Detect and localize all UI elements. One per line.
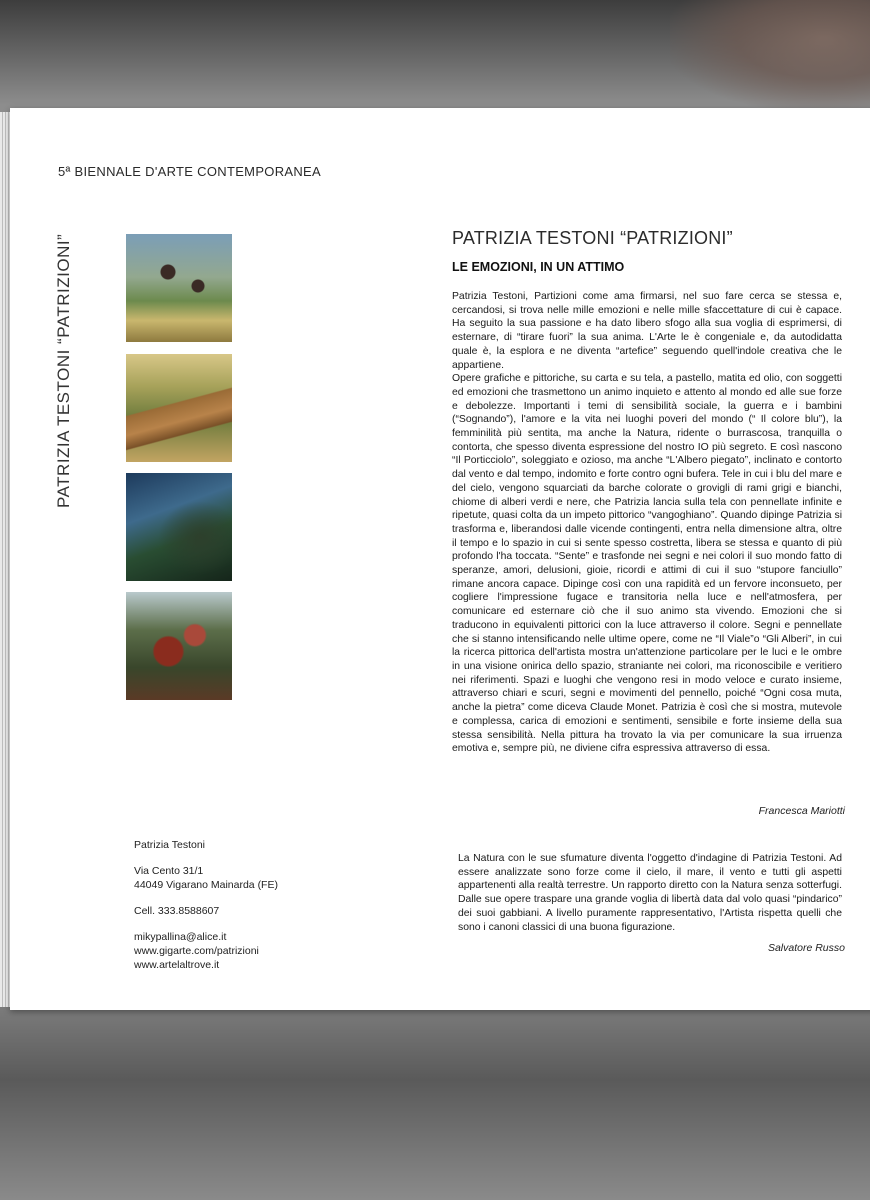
artwork-thumbnail-tree <box>126 473 232 581</box>
article-paragraph: Opere grafiche e pittoriche, su carta e su tela, a pastello, matita ed olio, con soggetti ed emozioni che trasmettono un animo inquieto e attento al mondo ed alle sue forze e debolezze. Importanti i temi di sensibilità sociale, la guerra e i bambini (“Sognando”), l'amore e la vita nei luoghi poveri del mondo (“ Il colore blu”), la femminilità più sentita, ma anche la Natura, ridente o burrascosa, tranquilla o contorta, che spesso diventa espressione del nostro IO più segreto. E così nascono “Il Porticciolo”, soleggiato e ozioso, ma anche “L'Albero piegato”, inclinato e contorto dal vento e dal tempo, indomito e forte contro ogni bufera. Tele in cui i blu del mare e del cielo, vengono squarciati da barche colorate o grovigli di rami grigi e bianchi, chiome di alberi verdi e nere, che Patrizia lancia sulla tela con pennellate infinite e ripetute, quasi colta da un impeto pittorico “vangoghiano”. Quando dipinge Patrizia si trasforma e, liberandosi dalle vicende contingenti, entra nella dimensione altra, oltre il tempo e lo spazio in cui si sente spesso costretta, libera se stessa e quanto di più profondo l'ha toccata. “Sente” e trasfonde nei segni e nei colori il suo mondo fatto di speranze, amori, delusioni, gioie, ricordi e attimi di cui il suo “stupore fanciullo” rimane ancora capace. Dipinge così con una rapidità ed un fervore inconsueto, per cogliere l'impressione fugace e transitoria nella luce e nell'atmosfera, per comunicare ed esternare ciò che il suo animo sta vivendo. Emozioni che si traducono in equivalenti pittorici con la luce attraverso il colore. Segni e pennellate che si stanno intensificando nelle ultime opere, come ne “Il Viale”o “Gli Alberi”, in cui la ricerca pittorica dell'artista mostra un'attenzione particolare per le luci e le ombre in una visione onirica dello spazio, straniante nei colori, ma riconoscibile e veritiero nei riferimenti. Spazi e luoghi che vengono resi in modo veloce e curato insieme, attraverso chiari e scuri, segni e movimenti del pennello, poiché “Ogni cosa muta, anche la pietra” come diceva Claude Monet. Patrizia è così che si mostra, mutevole e complessa, carica di emozioni e sentimenti, sensibile e forte insieme della sua stessa sensibilità. Nella pittura ha trovato la via per comunicare la sua irruenza emotiva e, sempre più, ne diviene cifra espressiva attraverso di essa. <box>452 373 842 755</box>
contact-address-line2: 44049 Vigarano Mainarda (FE) <box>134 879 278 891</box>
article-body <box>452 290 842 756</box>
second-review-body <box>458 852 842 934</box>
contact-address-line1: Via Cento 31/1 <box>134 865 204 877</box>
article-title: PATRIZIA TESTONI “PATRIZIONI” <box>452 228 733 248</box>
artwork-thumbnail-children <box>126 234 232 342</box>
contact-phone: Cell. 333.8588607 <box>134 905 220 917</box>
article-author: Francesca Mariotti <box>758 805 845 817</box>
contact-email: mikypallina@alice.it <box>134 931 227 943</box>
hand-shadow <box>670 0 870 110</box>
page-header: 5ª BIENNALE D'ARTE CONTEMPORANEA <box>58 164 321 179</box>
article-paragraph: Patrizia Testoni, Partizioni come ama firmarsi, nel suo fare cerca se stessa e, cercandosi, si trova nelle mille emozioni e nelle mille sfaccettature di cui è capace. Ha seguito la sua passione e ha dato libero sfogo alla sua voglia di esprimersi, di esternare, di “tirare fuori” la sua anima. L'Arte le è congeniale e, da autodidatta quale è, la esplora e ne diventa “artefice” seguendo quell'indole creativa che le appartiene. <box>452 291 842 371</box>
contact-website-2: www.artelaltrove.it <box>134 959 220 971</box>
second-review-author: Salvatore Russo <box>767 942 845 954</box>
second-review-paragraph: La Natura con le sue sfumature diventa l'oggetto d'indagine di Patrizia Testoni. Ad essere analizzate sono forze come il cielo, il mare, il vento e tutti gli aspetti appartenenti alla realtà terrestre. Un rapporto diretto con la Natura senza sotterfugi. Dalle sue opere traspare una grande voglia di libertà data dal volo quasi “pindarico” dei suoi gabbiani. A livello puramente rappresentativo, l'Artista rispetta quelli che sono i canoni classici di una buona figurazione. <box>458 853 842 933</box>
contact-website-1: www.gigarte.com/patrizioni <box>134 945 259 957</box>
artwork-thumbnail-foliage <box>126 592 232 700</box>
article-subtitle: LE EMOZIONI, IN UN ATTIMO <box>452 260 625 274</box>
artwork-thumbnail-boat <box>126 354 232 462</box>
contact-name: Patrizia Testoni <box>134 839 206 851</box>
vertical-title: PATRIZIA TESTONI “PATRIZIONI” <box>54 233 73 508</box>
contact-block <box>134 838 278 984</box>
catalog-page <box>10 108 870 1010</box>
